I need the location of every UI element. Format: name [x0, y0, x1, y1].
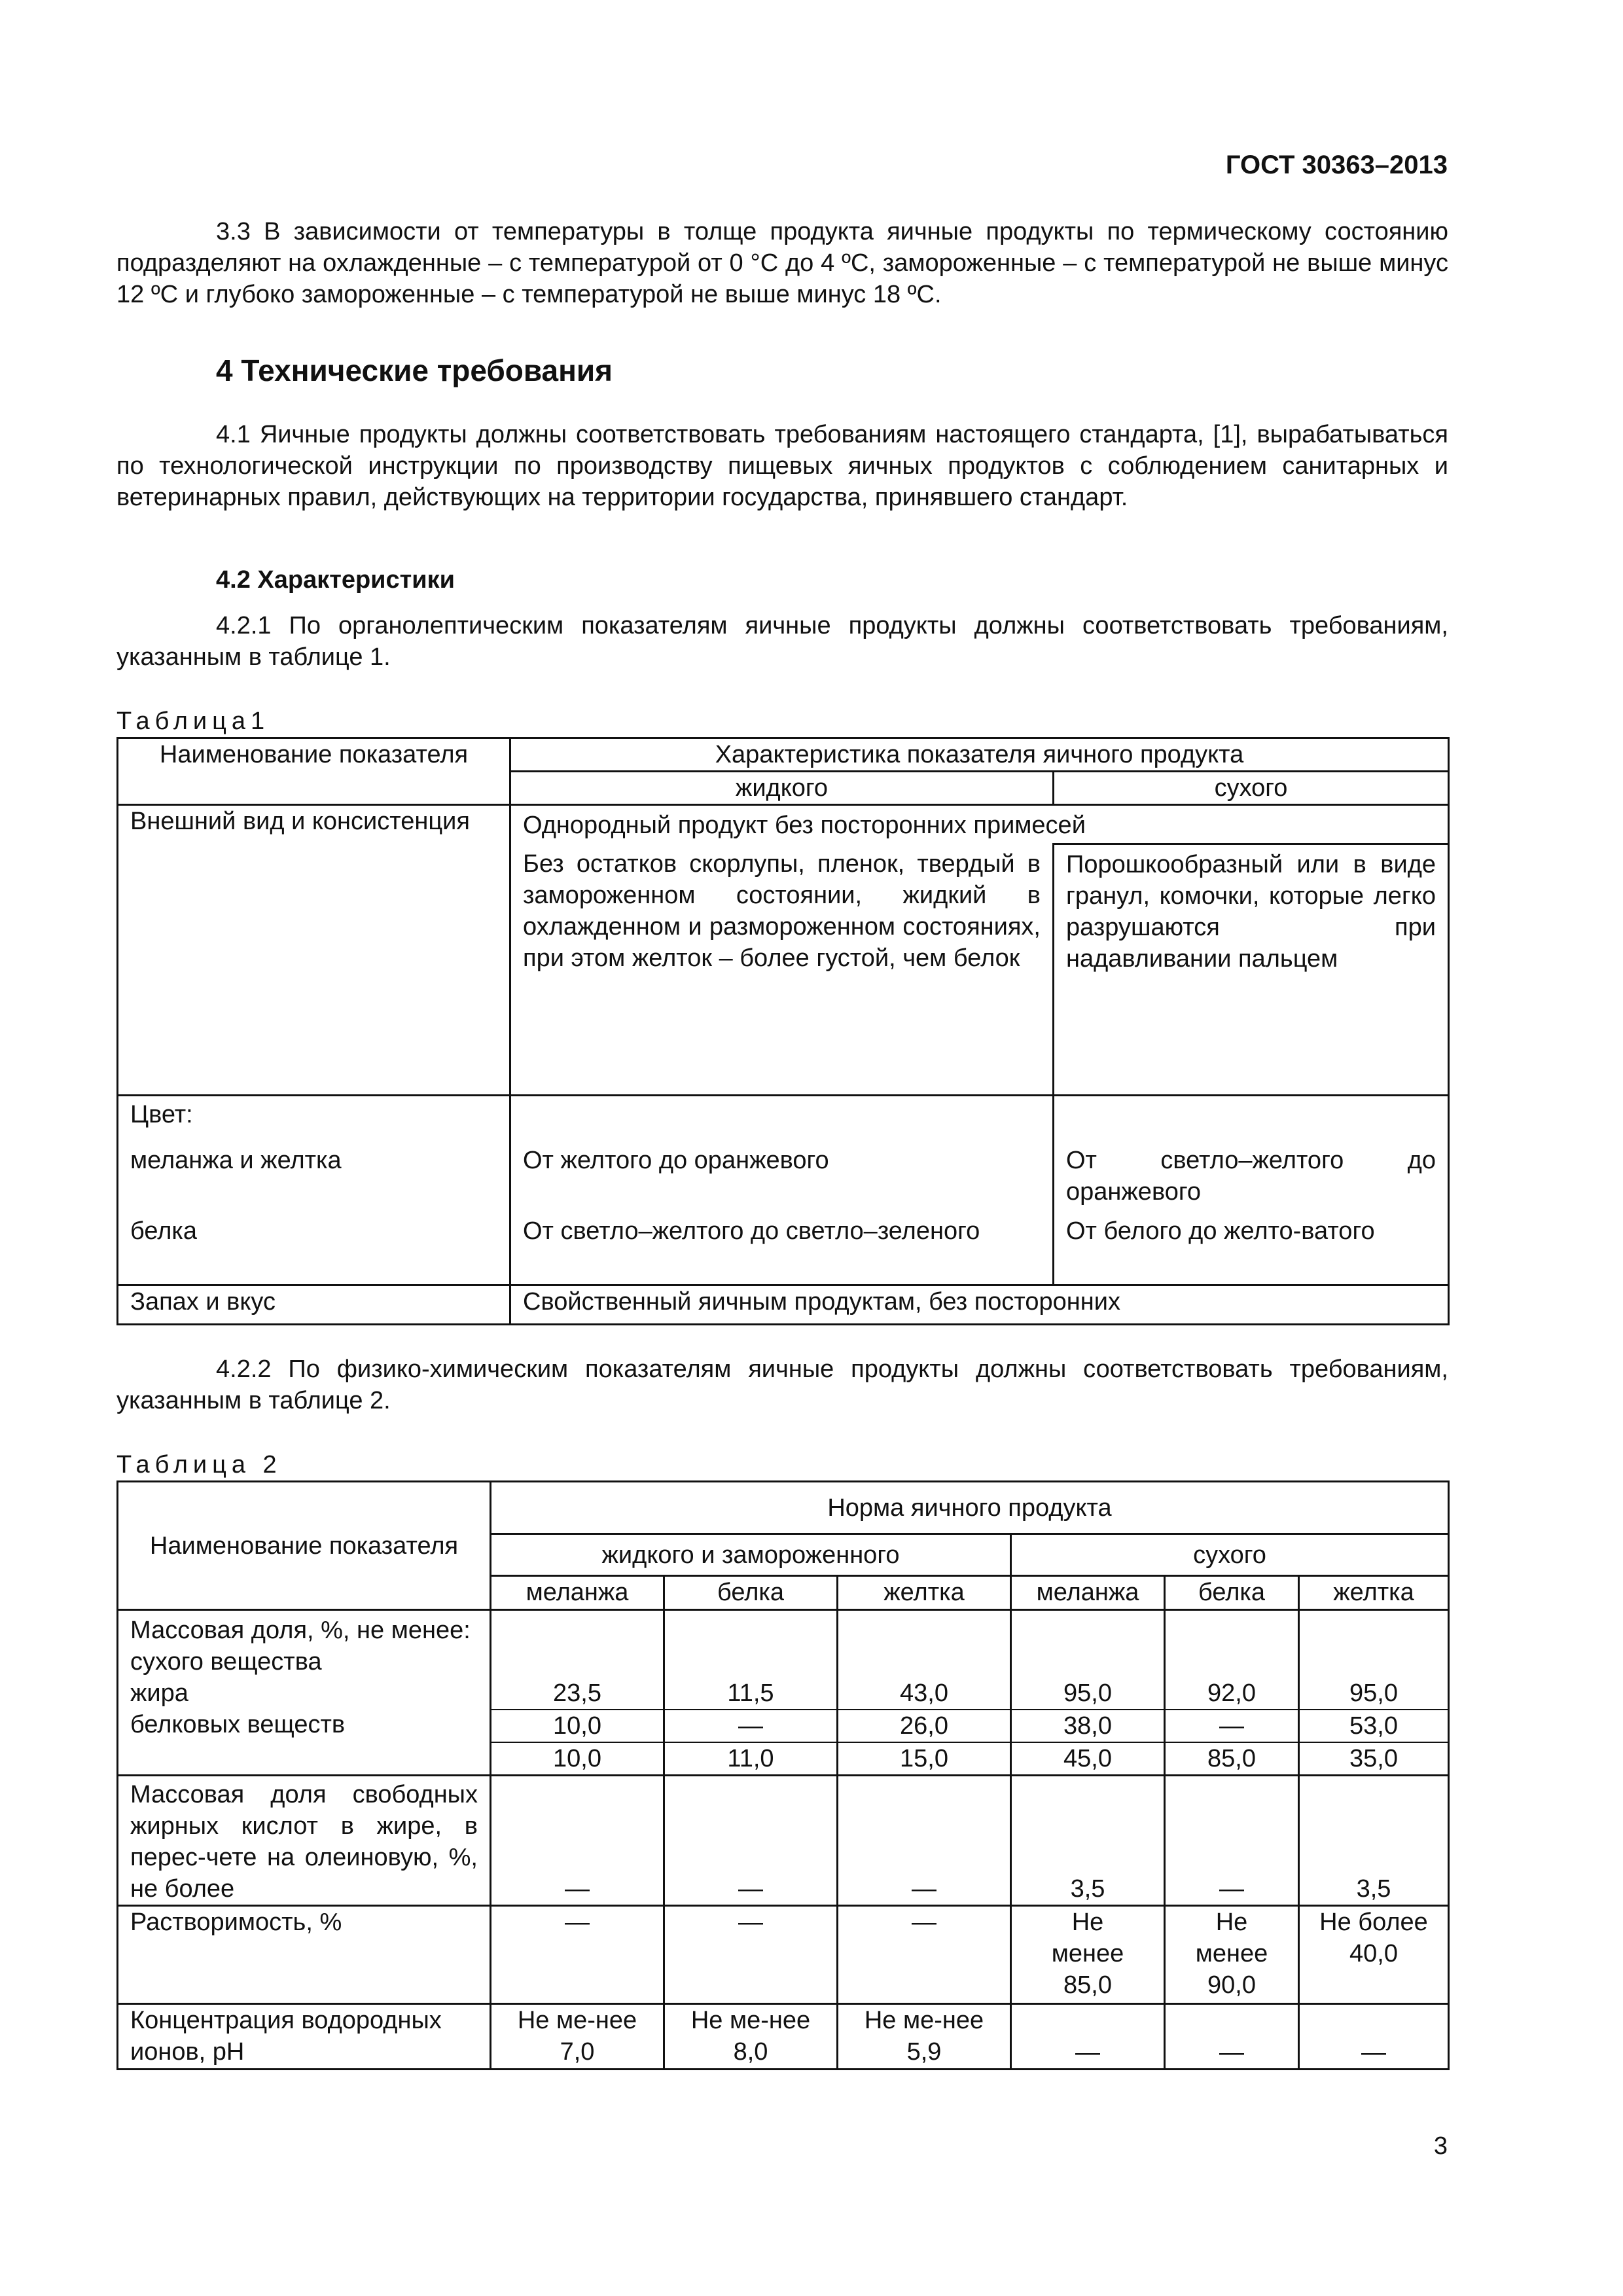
page-number: 3: [1433, 2132, 1448, 2160]
t2-r1b-v6: 53,0: [1300, 1710, 1448, 1743]
t2-r1-col2: [664, 1610, 838, 1776]
t2-r2-v1: —: [491, 1776, 664, 1906]
t2-r1-col6: [1299, 1610, 1449, 1776]
t2-r3-v6: Не более 40,0: [1299, 1906, 1449, 2004]
t2-r1a-v3: 43,0: [838, 1677, 1010, 1710]
t2-r1c-v6: 35,0: [1349, 1745, 1398, 1772]
t2-r3-v2: —: [664, 1906, 838, 2004]
t2-r1c-v4: 45,0: [1063, 1745, 1112, 1772]
t2-r3-name: Растворимость, %: [118, 1906, 491, 2004]
t1-header-group: Характеристика показателя яичного продукта: [510, 738, 1449, 772]
paragraph-4-2-2: 4.2.2 По физико-химическим показателям яичные продукты должны соответствовать требованиям, указанным в таблице 2.: [116, 1355, 1448, 1414]
table-1: [116, 737, 1450, 1325]
t1-r2-name: Цвет:: [130, 1101, 193, 1128]
t1-r1-common: Однородный продукт без посторонних примесей: [510, 805, 1449, 844]
t2-r2-v6: 3,5: [1299, 1776, 1449, 1906]
t2-r1b-name: жира: [130, 1679, 188, 1707]
t2-r4-v1: Не ме-нее 7,0: [491, 2004, 664, 2070]
t2-r1b-v4: 38,0: [1012, 1710, 1164, 1743]
t2-r1a-v4: 95,0: [1012, 1677, 1164, 1710]
t2-r3-v5: Не менее 90,0: [1165, 1906, 1299, 2004]
t2-r2-name: Массовая доля свободных жирных кислот в жире, в перес-чете на олеиновую, %, не более: [118, 1776, 491, 1906]
t1-r3-common: Свойственный яичным продуктам, без посторонних: [510, 1285, 1449, 1325]
t1-r1-liquid: Без остатков скорлупы, пленок, твердый в замороженном состоянии, жидкий в охлажденном и размороженном состояниях, при этом желток – более густой, чем белок: [510, 844, 1054, 1096]
t2-r2-v4: 3,5: [1011, 1776, 1165, 1906]
t1-r2b-dry: От белого до желто-ватого: [1066, 1217, 1375, 1245]
t2-group-liquid: жидкого и замороженного: [491, 1534, 1011, 1576]
table-2: [116, 1480, 1450, 2070]
t1-r3-name: Запах и вкус: [118, 1285, 510, 1325]
t2-r1-col3: [838, 1610, 1011, 1776]
t2-r1a-name: сухого вещества: [130, 1648, 322, 1676]
t2-r3-v4: Не менее 85,0: [1011, 1906, 1165, 2004]
t2-r1a-v2: 11,5: [665, 1677, 836, 1710]
t2-r1c-v2: 11,0: [727, 1745, 774, 1772]
t2-r1c-v3: 15,0: [900, 1745, 948, 1772]
t1-r2a-dry: От светло–желтого до оранжевого: [1066, 1147, 1436, 1206]
section-4-2-title: 4.2 Характеристики: [216, 566, 455, 594]
t1-header-liquid: жидкого: [510, 772, 1054, 805]
t2-r4-v2: Не ме-нее 8,0: [664, 2004, 838, 2070]
t1-r2b-liquid: От светло–желтого до светло–зеленого: [523, 1217, 980, 1245]
t1-r1-name: Внешний вид и консистенция: [118, 805, 510, 1096]
t2-r1c-name: белковых веществ: [130, 1711, 346, 1738]
t1-r2-names: [118, 1096, 510, 1285]
t2-r3-v3: —: [838, 1906, 1011, 2004]
t2-r1-col4: [1011, 1610, 1165, 1776]
table2-caption: Таблица 2: [116, 1451, 282, 1479]
t1-r2a-liquid: От желтого до оранжевого: [523, 1147, 829, 1174]
t2-r1a-v1: 23,5: [491, 1677, 663, 1710]
t2-r1-col5: [1165, 1610, 1299, 1776]
t1-r2-dry: [1054, 1096, 1449, 1285]
t2-r1-names: [118, 1610, 491, 1776]
t2-r1b-v1: 10,0: [491, 1710, 663, 1743]
t2-sub-white-dry: белка: [1165, 1576, 1299, 1610]
t2-r2-v5: —: [1165, 1776, 1299, 1906]
t1-header-name: Наименование показателя: [118, 738, 510, 805]
t2-r1b-v5: —: [1166, 1710, 1298, 1743]
t2-r1c-v5: 85,0: [1207, 1745, 1256, 1772]
paragraph-4-1: 4.1 Яичные продукты должны соответствовать требованиям настоящего стандарта, [1], вырабатываться по технологической инструкции по производству пищевых яичных продуктов с соблюдением санитарных и ветеринарных правил, действующих на территории государства, принявшего стандарт.: [116, 421, 1448, 511]
document-header: ГОСТ 30363–2013: [1225, 151, 1448, 179]
t2-r4-v5: —: [1165, 2004, 1299, 2070]
t1-r2a-dry-line: [1066, 1145, 1436, 1208]
t2-header-name: Наименование показателя: [118, 1482, 491, 1610]
t2-r3-v1: —: [491, 1906, 664, 2004]
t1-r2b-name: белка: [130, 1217, 197, 1245]
t2-header-group: Норма яичного продукта: [491, 1482, 1449, 1534]
t2-r2-v2: —: [664, 1776, 838, 1906]
t2-r4-v3: Не ме-нее 5,9: [838, 2004, 1011, 2070]
t2-r1-col1: [491, 1610, 664, 1776]
paragraph-3-3: 3.3 В зависимости от температуры в толще продукта яичные продукты по термическому состоянию подразделяют на охлажденные – с температурой от 0 °С до 4 ºС, замороженные – с температурой не выше минус 12 ºС и глубоко замороженные – с температурой не выше минус 18 ºС.: [116, 218, 1448, 308]
paragraph-4-2-1: 4.2.1 По органолептическим показателям яичные продукты должны соответствовать требованиям, указанным в таблице 1.: [116, 612, 1448, 671]
t1-r2-liquid: [510, 1096, 1054, 1285]
table1-caption: Таблица1: [116, 708, 270, 735]
t2-r1-name: Массовая доля, %, не менее:: [130, 1617, 471, 1644]
section-4-title: 4 Технические требования: [216, 353, 613, 387]
t2-r1c-v1: 10,0: [553, 1745, 601, 1772]
t2-r1b-v3: 26,0: [838, 1710, 1010, 1743]
t2-r4-v6: —: [1299, 2004, 1449, 2070]
t1-header-dry: сухого: [1054, 772, 1449, 805]
t2-sub-melange-dry: меланжа: [1011, 1576, 1165, 1610]
t2-sub-white-liquid: белка: [664, 1576, 838, 1610]
t1-r1-dry: Порошкообразный или в виде гранул, комочки, которые легко разрушаются при надавливании пальцем: [1054, 844, 1449, 1096]
t2-sub-yolk-dry: желтка: [1299, 1576, 1449, 1610]
t1-r2a-name: меланжа и желтка: [130, 1147, 342, 1174]
t2-sub-yolk-liquid: желтка: [838, 1576, 1011, 1610]
t2-r1a-v6: 95,0: [1300, 1677, 1448, 1710]
t2-r4-name: Концентрация водородных ионов, рН: [118, 2004, 491, 2070]
t2-r4-v4: —: [1011, 2004, 1165, 2070]
t2-r2-v3: —: [838, 1776, 1011, 1906]
t2-r1a-v5: 92,0: [1166, 1677, 1298, 1710]
t2-sub-melange-liquid: меланжа: [491, 1576, 664, 1610]
t2-r1b-v2: —: [665, 1710, 836, 1743]
t2-group-dry: сухого: [1011, 1534, 1449, 1576]
